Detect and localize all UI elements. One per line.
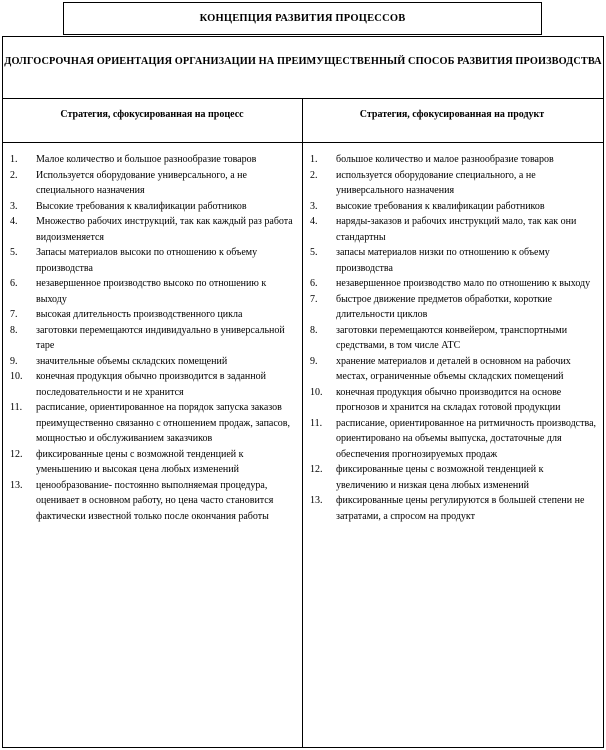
item-text: незавершенное производство мало по отношению к выходу — [336, 278, 591, 289]
list-item — [10, 447, 298, 478]
item-number: 10. — [310, 386, 323, 398]
process-strategy-heading: Стратегия, сфокусированная на процесс — [60, 109, 244, 120]
item-text: Запасы материалов высоки по отношению к объему производства — [36, 247, 258, 274]
item-number: 7. — [310, 293, 318, 305]
item-text: быстрое движение предметов обработки, короткие длительности циклов — [336, 293, 553, 320]
document-title: КОНЦЕПЦИЯ РАЗВИТИЯ ПРОЦЕССОВ — [63, 2, 542, 35]
list-item — [310, 152, 598, 168]
item-number: 10. — [10, 371, 23, 382]
process-strategy-list — [10, 152, 298, 524]
item-number: 2. — [310, 169, 318, 181]
list-item — [10, 168, 298, 199]
item-text: расписание, ориентированное на порядок запуска заказов преимущественно связанно с отношением продаж, запасов, мощностью и обслуживанием заказчиков — [36, 402, 291, 444]
item-text: Используется оборудование универсального, а не специального назначения — [36, 169, 247, 196]
item-number: 6. — [310, 278, 318, 289]
item-text: Малое количество и большое разнообразие товаров — [36, 154, 257, 165]
item-text: фиксированные цены регулируются в большей степени не затратами, а спросом на продукт — [336, 495, 585, 522]
item-text: используется оборудование специального, а не универсального назначения — [336, 169, 536, 196]
item-number: 5. — [10, 247, 18, 258]
product-strategy-list — [310, 152, 598, 524]
list-item — [10, 214, 298, 245]
list-item — [10, 276, 298, 307]
list-item — [10, 323, 298, 354]
item-number: 1. — [10, 154, 18, 165]
item-text: Высокие требования к квалификации работников — [36, 200, 247, 212]
list-item — [10, 152, 298, 168]
item-number: 1. — [310, 154, 318, 165]
item-number: 2. — [10, 169, 18, 181]
list-item — [10, 354, 298, 370]
list-item — [10, 478, 298, 525]
item-number: 3. — [10, 200, 18, 212]
item-number: 11. — [10, 402, 23, 413]
item-text: высокие требования к квалификации работников — [336, 200, 545, 212]
item-number: 12. — [10, 448, 23, 460]
list-item — [310, 354, 598, 385]
item-text: заготовки перемещаются индивидуально в универсальной таре — [36, 324, 285, 351]
item-number: 11. — [310, 417, 323, 429]
item-text: запасы материалов низки по отношению к объему производства — [336, 247, 550, 274]
item-text: конечная продукция обычно производится в заданной последовательности и не хранится — [36, 371, 266, 398]
item-number: 3. — [310, 200, 318, 212]
list-item — [310, 323, 598, 354]
item-text: наряды-заказов и рабочих инструкций мало, так как они стандартны — [336, 216, 577, 243]
item-text: заготовки перемещаются конвейером, транспортными средствами, в том числе АТС — [336, 324, 568, 351]
column-divider — [302, 98, 303, 748]
item-number: 7. — [10, 309, 18, 320]
item-text: расписание, ориентированное на ритмичность производства, ориентировано на объемы выпуска, достаточные для обеспечения прогнозируемых продаж — [336, 417, 597, 460]
item-text: незавершенное производство высоко по отношению к выходу — [36, 278, 267, 305]
item-number: 5. — [310, 247, 318, 258]
list-item — [310, 276, 598, 292]
item-text: большое количество и малое разнообразие товаров — [336, 154, 554, 165]
list-item — [310, 214, 598, 245]
item-text: фиксированные цены с возможной тенденцией к уменьшению и высокая цена любых изменений — [36, 448, 244, 475]
item-number: 8. — [10, 324, 18, 336]
item-text: ценообразование- постоянно выполняемая процедура, оценивает в основном работу, но цена часто становится фактически известной только после окончания работы — [36, 479, 274, 522]
item-number: 9. — [310, 355, 318, 367]
header-divider — [2, 142, 604, 143]
item-number: 8. — [310, 324, 318, 336]
list-item — [10, 307, 298, 323]
item-number: 4. — [10, 216, 18, 227]
item-number: 6. — [10, 278, 18, 289]
item-number: 9. — [10, 355, 18, 367]
item-text: фиксированные цены с возможной тенденцией к увеличению и низкая цена любых изменений — [336, 464, 544, 491]
list-item — [310, 245, 598, 276]
list-item — [310, 292, 598, 323]
list-item — [310, 168, 598, 199]
list-item — [310, 385, 598, 416]
item-number: 4. — [310, 216, 318, 227]
item-text: хранение материалов и деталей в основном на рабочих местах, ограниченные объемы складских помещений — [336, 355, 571, 382]
item-text: конечная продукция обычно производится на основе прогнозов и хранится на складах готовой продукции — [336, 386, 562, 413]
list-item — [10, 245, 298, 276]
item-number: 13. — [310, 495, 323, 506]
item-number: 13. — [10, 479, 23, 491]
table-subtitle: ДОЛГОСРОЧНАЯ ОРИЕНТАЦИЯ ОРГАНИЗАЦИИ НА ПРЕИМУЩЕСТВЕННЫЙ СПОСОБ РАЗВИТИЯ ПРОИЗВОДСТВА — [4, 56, 602, 67]
list-item — [310, 493, 598, 524]
subtitle-divider — [2, 98, 604, 99]
item-text: высокая длительность производственного цикла — [36, 309, 243, 320]
list-item — [10, 199, 298, 215]
list-item — [10, 369, 298, 400]
list-item — [310, 199, 598, 215]
product-strategy-heading: Стратегия, сфокусированная на продукт — [359, 109, 545, 120]
item-number: 12. — [310, 464, 323, 475]
item-text: значительные объемы складских помещений — [36, 355, 228, 367]
list-item — [310, 462, 598, 493]
list-item — [310, 416, 598, 463]
item-text: Множество рабочих инструкций, так как каждый раз работа видоизменяется — [36, 216, 293, 243]
list-item — [10, 400, 298, 447]
